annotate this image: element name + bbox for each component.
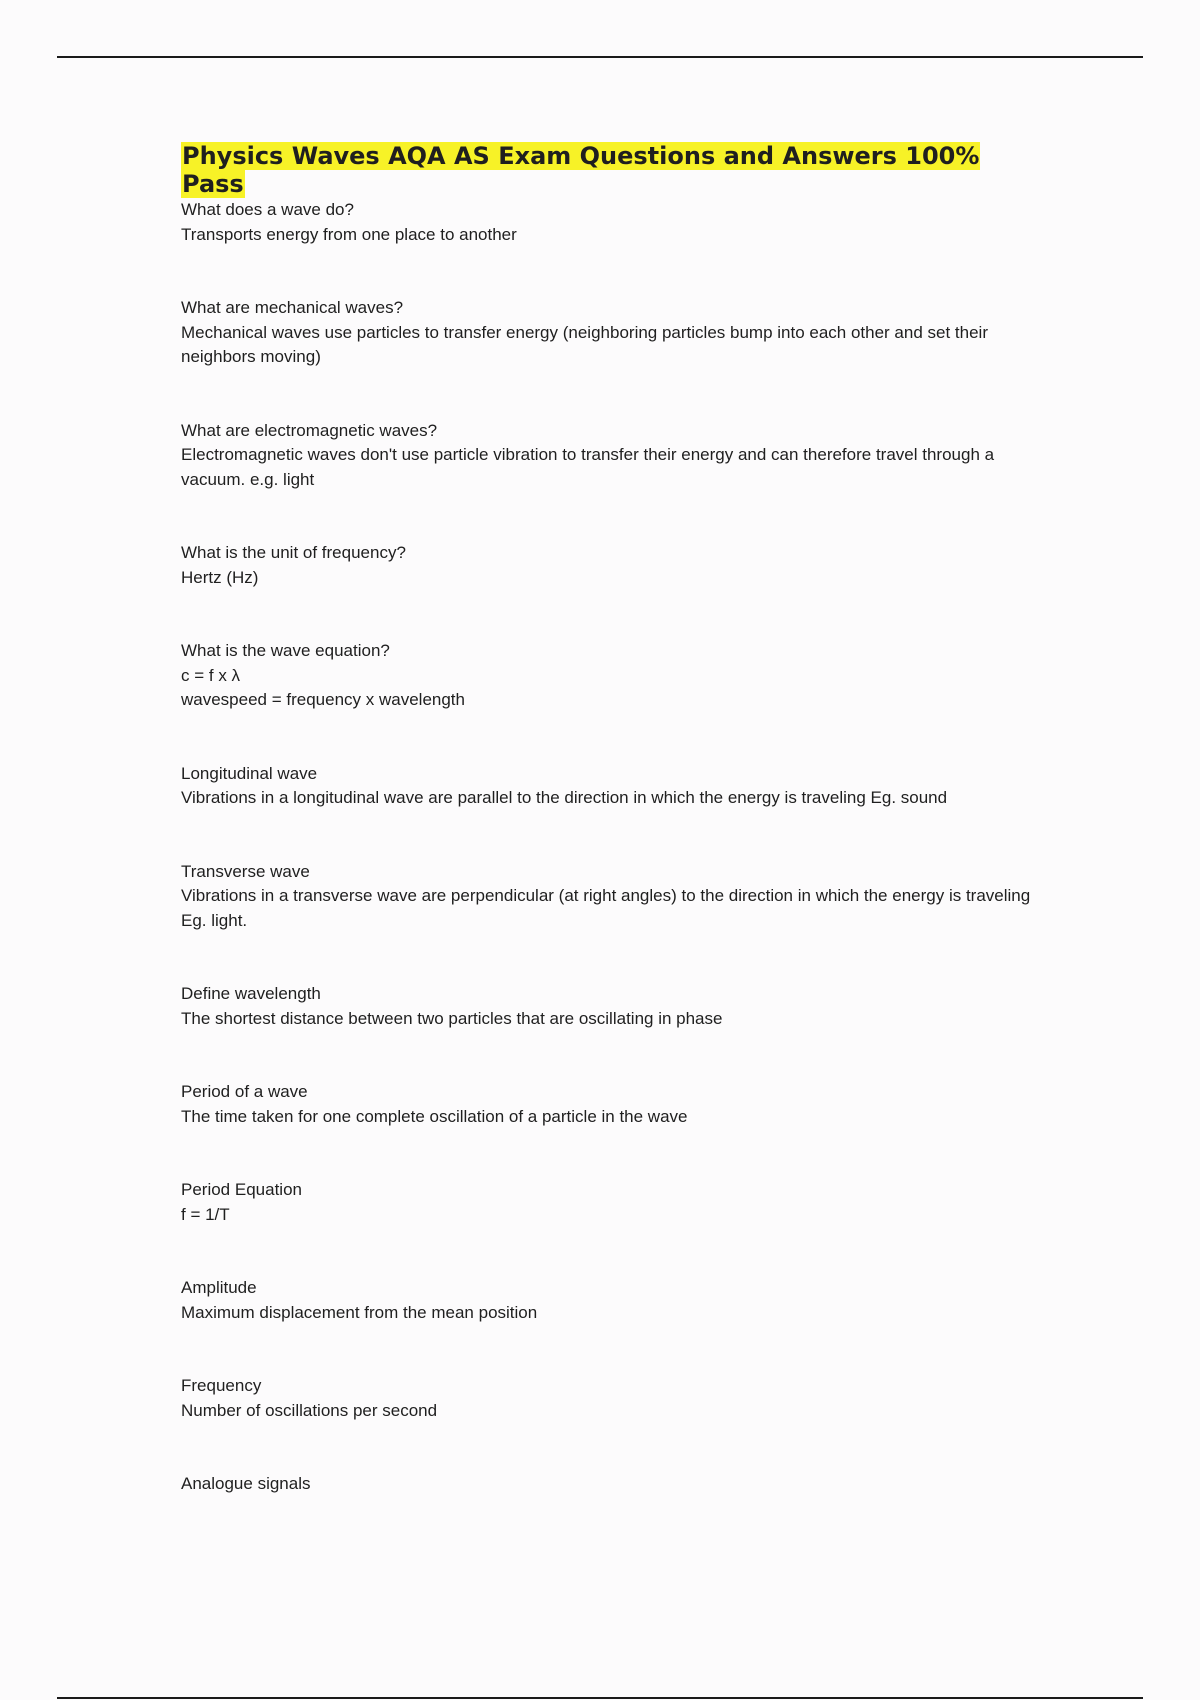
document-content <box>181 142 1041 1546</box>
qa-item <box>181 296 1041 370</box>
qa-item <box>181 860 1041 934</box>
question-text: What is the unit of frequency? <box>181 543 406 562</box>
question-text: Define wavelength <box>181 984 321 1003</box>
question-text: Longitudinal wave <box>181 763 318 783</box>
question-text: Amplitude <box>181 1278 257 1297</box>
question-text: Period Equation <box>181 1180 302 1199</box>
qa-item <box>181 762 1041 811</box>
qa-item <box>181 1472 1041 1497</box>
answer-text: Mechanical waves use particles to transfer energy (neighboring particles bump into each other and set their neighbors moving) <box>181 322 993 366</box>
qa-item <box>181 1276 1041 1325</box>
qa-item <box>181 982 1041 1031</box>
qa-item <box>181 419 1041 493</box>
answer-text: wavespeed = frequency x wavelength <box>181 690 465 709</box>
qa-item <box>181 1178 1041 1227</box>
question-text: What are electromagnetic waves? <box>181 420 438 440</box>
question-text: What does a wave do? <box>181 200 354 219</box>
question-text: What is the wave equation? <box>181 641 390 660</box>
answer-text: Electromagnetic waves don't use particle vibration to transfer their energy and can therefore travel through a vacuum. e.g. light <box>181 445 999 489</box>
title-highlight: Physics Waves AQA AS Exam Questions and Answers 100% Pass <box>182 142 980 198</box>
answer-text: The time taken for one complete oscillation of a particle in the wave <box>181 1106 688 1126</box>
qa-list <box>181 198 1041 1497</box>
answer-text: Transports energy from one place to another <box>181 224 517 244</box>
qa-item <box>181 639 1041 713</box>
document-title <box>181 142 1041 198</box>
qa-item <box>181 1080 1041 1129</box>
answer-text: Hertz (Hz) <box>181 567 259 587</box>
qa-item <box>181 1374 1041 1423</box>
answer-text: c = f x λ <box>181 665 241 685</box>
answer-text: Vibrations in a longitudinal wave are parallel to the direction in which the energy is traveling Eg. sound <box>181 788 948 807</box>
top-rule <box>57 56 1143 58</box>
qa-item <box>181 198 1041 247</box>
question-text: Transverse wave <box>181 861 310 881</box>
answer-text: f = 1/T <box>181 1204 230 1224</box>
answer-text: Vibrations in a transverse wave are perpendicular (at right angles) to the direction in which the energy is traveling Eg. light. <box>181 886 1035 930</box>
bottom-rule <box>57 1697 1143 1699</box>
qa-item <box>181 541 1041 590</box>
question-text: Frequency <box>181 1376 262 1395</box>
question-text: What are mechanical waves? <box>181 298 404 317</box>
answer-text: The shortest distance between two particles that are oscillating in phase <box>181 1008 723 1028</box>
answer-text: Maximum displacement from the mean position <box>181 1302 538 1322</box>
answer-text: Number of oscillations per second <box>181 1400 438 1420</box>
question-text: Period of a wave <box>181 1082 308 1101</box>
question-text: Analogue signals <box>181 1474 311 1493</box>
